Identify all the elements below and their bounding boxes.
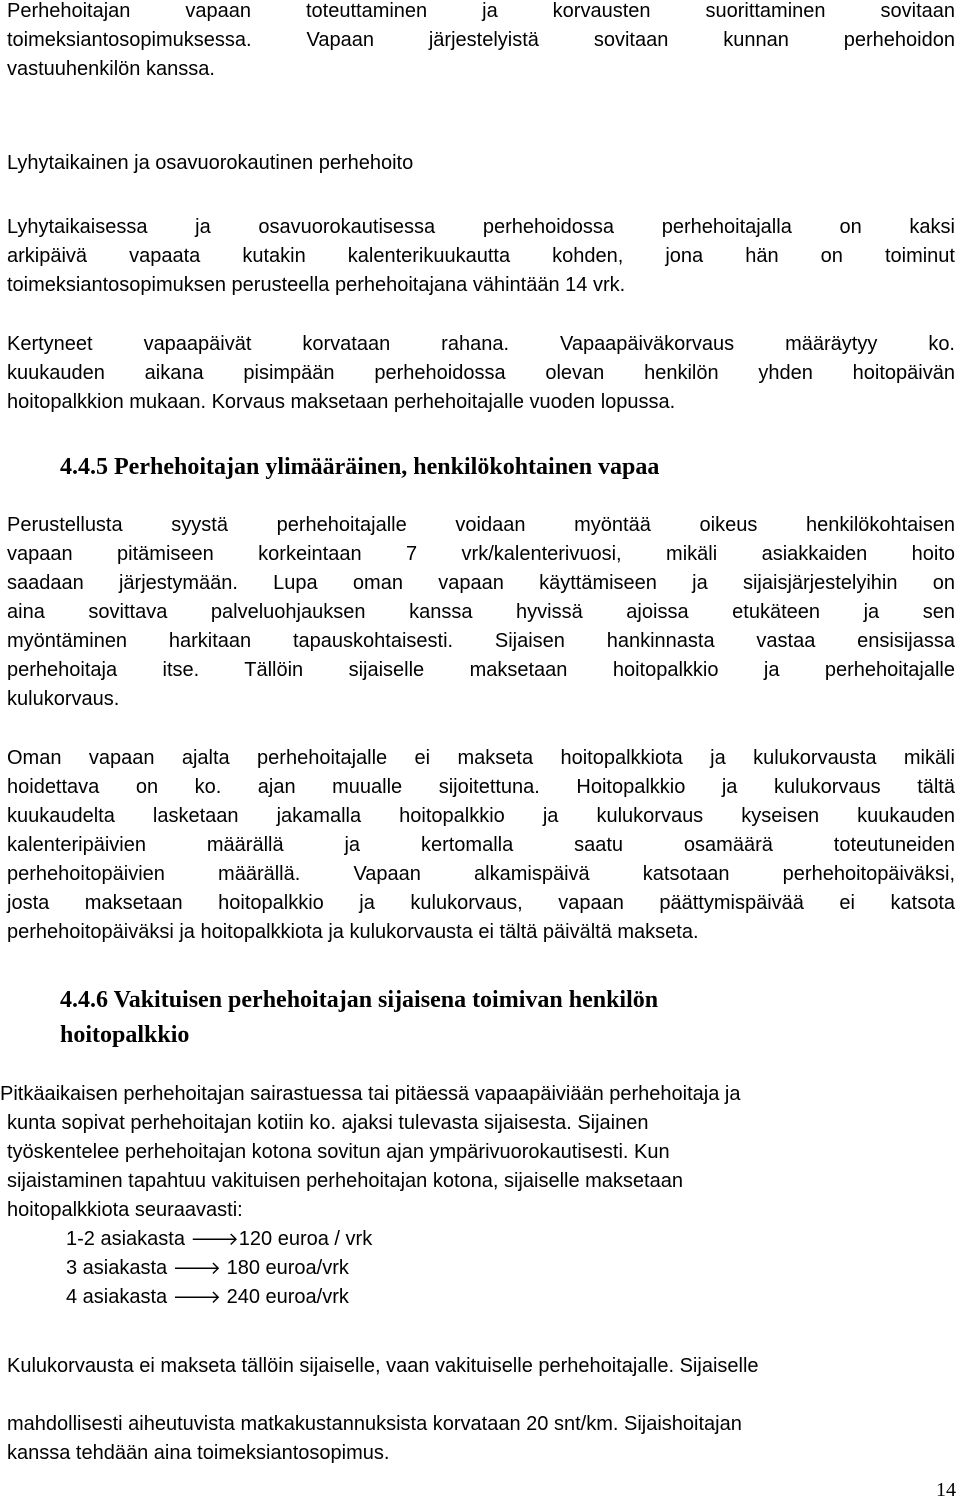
- s446-p2-line-2: mahdollisesti aiheutuvista matkakustannuksista korvataan 20 snt/km. Sijaishoitajan: [7, 1413, 742, 1435]
- short-p1-line-3: toimeksiantosopimuksen perusteella perhehoitajana vähintään 14 vrk.: [7, 274, 626, 296]
- rate-clients: 1-2 asiakasta: [66, 1228, 191, 1250]
- section-heading-446-line-2: hoitopalkkio: [60, 1022, 190, 1048]
- s445-p1-line-4: aina sovittava palveluohjauksen kanssa hyvissä ajoissa etukäteen ja sen: [7, 601, 955, 623]
- section-heading-445: 4.4.5 Perhehoitajan ylimääräinen, henkilökohtainen vapaa: [60, 454, 660, 480]
- short-p2-line-2: kuukauden aikana pisimpään perhehoidossa olevan henkilön yhden hoitopäivän: [7, 362, 955, 384]
- rate-amount: 240 euroa/vrk: [221, 1286, 349, 1308]
- s445-p1-line-3: saadaan järjestymään. Lupa oman vapaan käyttämiseen ja sijaisjärjestelyihin on: [7, 572, 955, 594]
- section-heading-446-line-1: 4.4.6 Vakituisen perhehoitajan sijaisena toimivan henkilön: [60, 987, 659, 1013]
- s445-p2-line-5: perhehoitopäivien määrällä. Vapaan alkamispäivä katsotaan perhehoitopäiväksi,: [7, 863, 955, 885]
- s446-p1-line-5: hoitopalkkiota seuraavasti:: [7, 1199, 243, 1221]
- s446-p1-line-1: Pitkäaikaisen perhehoitajan sairastuessa tai pitäessä vapaapäiviään perhehoitaja ja: [0, 1083, 741, 1105]
- s445-p1-line-1: Perustellusta syystä perhehoitajalle voidaan myöntää oikeus henkilökohtaisen: [7, 514, 955, 536]
- right-arrow-icon: 🡒: [172, 1287, 222, 1308]
- intro-line-3: vastuuhenkilön kanssa.: [7, 58, 215, 80]
- s445-p2-line-7: perhehoitopäiväksi ja hoitopalkkiota ja kulukorvausta ei tältä päivältä makseta.: [7, 921, 699, 943]
- s445-p2-line-6: josta maksetaan hoitopalkkio ja kulukorvaus, vapaan päättymispäivää ei katsota: [7, 892, 955, 914]
- rate-row: [66, 1282, 349, 1313]
- s445-p1-line-7: kulukorvaus.: [7, 688, 120, 710]
- s446-p2-line-1: Kulukorvausta ei makseta tällöin sijaiselle, vaan vakituiselle perhehoitajalle. Sijaiselle: [7, 1355, 759, 1377]
- s445-p1-line-6: perhehoitaja itse. Tällöin sijaiselle maksetaan hoitopalkkio ja perhehoitajalle: [7, 659, 955, 681]
- s445-p2-line-2: hoidettava on ko. ajan muualle sijoitettuna. Hoitopalkkio ja kulukorvaus tältä: [7, 776, 955, 798]
- rate-clients: 3 asiakasta: [66, 1257, 173, 1279]
- rate-amount: 180 euroa/vrk: [221, 1257, 349, 1279]
- short-p1-line-2: arkipäivä vapaata kutakin kalenterikuukautta kohden, jona hän on toiminut: [7, 245, 955, 267]
- rate-amount: 120 euroa / vrk: [238, 1228, 373, 1250]
- short-p2-line-3: hoitopalkkion mukaan. Korvaus maksetaan perhehoitajalle vuoden lopussa.: [7, 391, 676, 413]
- rate-row: [66, 1224, 372, 1255]
- s446-p1-line-2: kunta sopivat perhehoitajan kotiin ko. ajaksi tulevasta sijaisesta. Sijainen: [7, 1112, 649, 1134]
- s446-p2-line-3: kanssa tehdään aina toimeksiantosopimus.: [7, 1442, 390, 1464]
- s445-p1-line-5: myöntäminen harkitaan tapauskohtaisesti. Sijaisen hankinnasta vastaa ensisijassa: [7, 630, 955, 652]
- s445-p2-line-3: kuukaudelta lasketaan jakamalla hoitopalkkio ja kulukorvaus kyseisen kuukauden: [7, 805, 955, 827]
- short-p1-line-1: Lyhytaikaisessa ja osavuorokautisessa perhehoidossa perhehoitajalla on kaksi: [7, 216, 955, 238]
- rate-row: [66, 1253, 349, 1284]
- s446-p1-line-3: työskentelee perhehoitajan kotona sovitun ajan ympärivuorokautisesti. Kun: [7, 1141, 670, 1163]
- s445-p2-line-1: Oman vapaan ajalta perhehoitajalle ei makseta hoitopalkkiota ja kulukorvausta mikäli: [7, 747, 955, 769]
- right-arrow-icon: 🡒: [190, 1229, 239, 1250]
- s445-p1-line-2: vapaan pitämiseen korkeintaan 7 vrk/kalenterivuosi, mikäli asiakkaiden hoito: [7, 543, 955, 565]
- right-arrow-icon: 🡒: [172, 1258, 222, 1279]
- rate-clients: 4 asiakasta: [66, 1286, 173, 1308]
- page-number: 14: [936, 1479, 956, 1501]
- s446-p1-line-4: sijaistaminen tapahtuu vakituisen perhehoitajan kotona, sijaiselle maksetaan: [7, 1170, 683, 1192]
- short-p2-line-1: Kertyneet vapaapäivät korvataan rahana. Vapaapäiväkorvaus määräytyy ko.: [7, 333, 955, 355]
- intro-line-2: toimeksiantosopimuksessa. Vapaan järjestelyistä sovitaan kunnan perhehoidon: [7, 29, 955, 51]
- s445-p2-line-4: kalenteripäivien määrällä ja kertomalla saatu osamäärä toteutuneiden: [7, 834, 955, 856]
- intro-line-1: Perhehoitajan vapaan toteuttaminen ja korvausten suorittaminen sovitaan: [7, 0, 955, 22]
- section-heading-short-term: Lyhytaikainen ja osavuorokautinen perhehoito: [7, 152, 414, 174]
